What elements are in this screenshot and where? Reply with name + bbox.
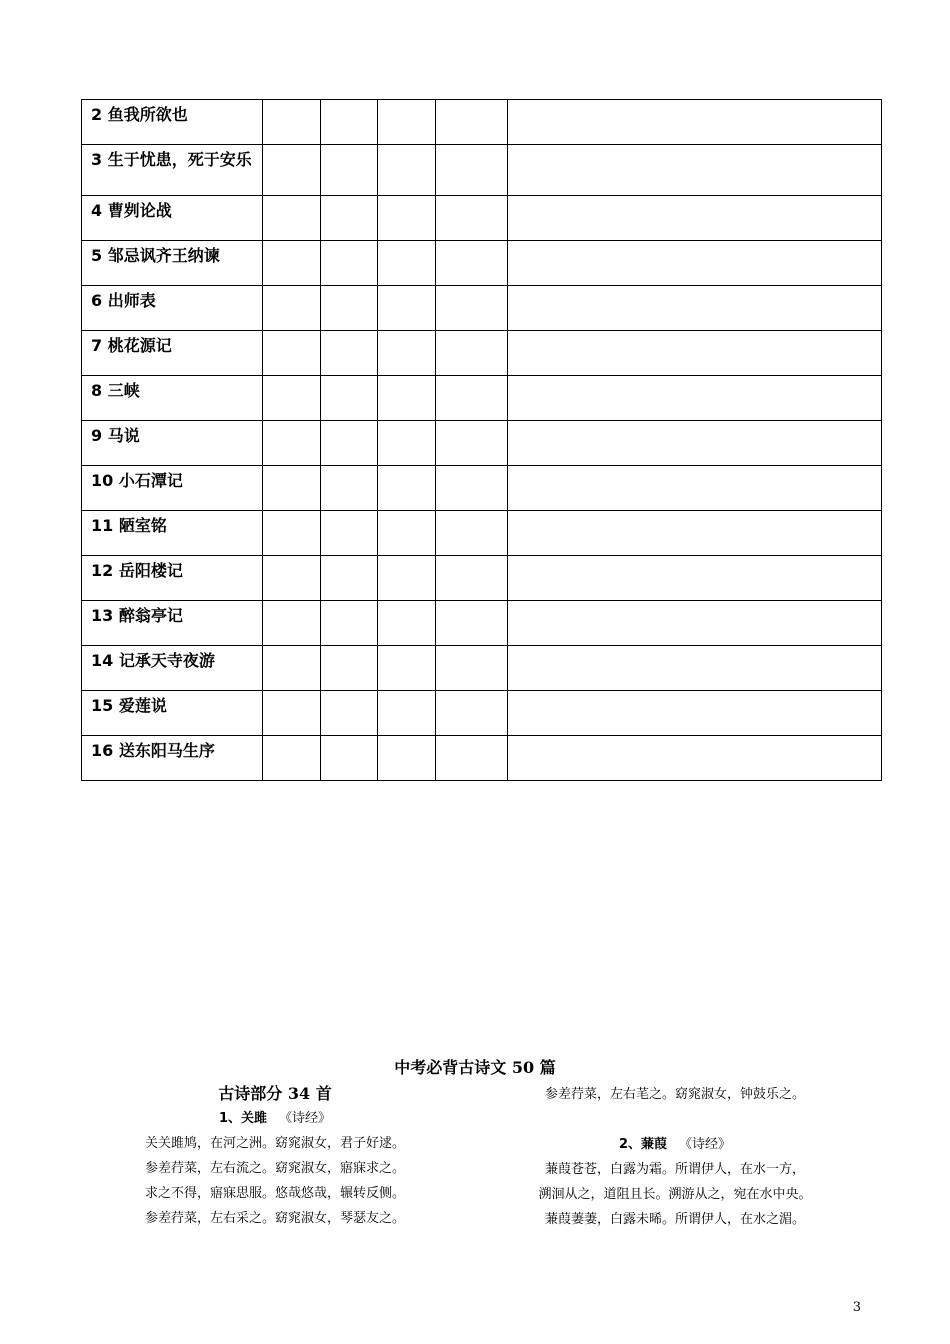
empty-cell [436, 100, 508, 145]
text-title-cell: 11 陋室铭 [82, 511, 263, 556]
poem-line: 蒹葭萋萋，白露未晞。所谓伊人，在水之湄。 [544, 1212, 805, 1227]
poem-title: 2、蒹葭 [618, 1137, 668, 1152]
empty-cell [263, 736, 321, 781]
empty-cell [436, 241, 508, 286]
empty-cell [508, 556, 882, 601]
text-title-cell: 10 小石潭记 [82, 466, 263, 511]
table-row [82, 691, 882, 736]
empty-cell [378, 511, 436, 556]
empty-cell [378, 736, 436, 781]
empty-cell [508, 331, 882, 376]
empty-cell [508, 691, 882, 736]
table-row [82, 100, 882, 145]
text-title-cell: 15 爱莲说 [82, 691, 263, 736]
empty-cell [436, 556, 508, 601]
table-row [82, 286, 882, 331]
empty-cell [436, 286, 508, 331]
section-title: 古诗部分 34 首 [218, 1084, 332, 1103]
recitation-table [81, 99, 882, 781]
text-title-cell: 6 出师表 [82, 286, 263, 331]
poem-line: 参差荇菜，左右流之。窈窕淑女，寤寐求之。 [144, 1161, 405, 1176]
empty-cell [263, 601, 321, 646]
empty-cell [508, 421, 882, 466]
poem-author: 《诗经》 [679, 1137, 732, 1152]
table-row [82, 601, 882, 646]
empty-cell [321, 601, 378, 646]
poem-line: 参差荇菜，左右芼之。窈窕淑女，钟鼓乐之。 [544, 1087, 805, 1102]
empty-cell [321, 100, 378, 145]
poem-line: 蒹葭苍苍，白露为霜。所谓伊人，在水一方， [544, 1162, 805, 1177]
text-title-cell: 14 记承天寺夜游 [82, 646, 263, 691]
table-row [82, 196, 882, 241]
empty-cell [436, 331, 508, 376]
text-title-cell: 12 岳阳楼记 [82, 556, 263, 601]
table-row [82, 145, 882, 196]
empty-cell [378, 100, 436, 145]
empty-cell [378, 376, 436, 421]
table-row [82, 736, 882, 781]
empty-cell [321, 736, 378, 781]
empty-cell [436, 511, 508, 556]
empty-cell [263, 331, 321, 376]
empty-cell [321, 286, 378, 331]
empty-cell [378, 466, 436, 511]
empty-cell [378, 145, 436, 196]
empty-cell [508, 145, 882, 196]
empty-cell [321, 145, 378, 196]
empty-cell [436, 601, 508, 646]
text-title-cell: 13 醉翁亭记 [82, 601, 263, 646]
empty-cell [321, 646, 378, 691]
empty-cell [263, 511, 321, 556]
empty-cell [378, 241, 436, 286]
poem-line: 参差荇菜，左右采之。窈窕淑女，琴瑟友之。 [144, 1211, 405, 1226]
empty-cell [263, 691, 321, 736]
empty-cell [378, 196, 436, 241]
empty-cell [321, 196, 378, 241]
empty-cell [436, 196, 508, 241]
empty-cell [508, 376, 882, 421]
empty-cell [263, 286, 321, 331]
empty-cell [263, 376, 321, 421]
text-title-cell: 8 三峡 [82, 376, 263, 421]
empty-cell [508, 466, 882, 511]
empty-cell [321, 241, 378, 286]
empty-cell [263, 421, 321, 466]
empty-cell [436, 376, 508, 421]
empty-cell [508, 100, 882, 145]
empty-cell [321, 331, 378, 376]
empty-cell [436, 691, 508, 736]
empty-cell [508, 511, 882, 556]
empty-cell [378, 691, 436, 736]
empty-cell [508, 601, 882, 646]
empty-cell [263, 646, 321, 691]
poem-line: 求之不得，寤寐思服。悠哉悠哉，辗转反侧。 [144, 1186, 405, 1201]
empty-cell [321, 421, 378, 466]
text-title-cell: 5 邹忌讽齐王纳谏 [82, 241, 263, 286]
empty-cell [321, 691, 378, 736]
empty-cell [378, 421, 436, 466]
poem-line: 溯洄从之，道阻且长。溯游从之，宛在水中央。 [538, 1187, 812, 1202]
table-row [82, 331, 882, 376]
document-title: 中考必背古诗文 50 篇 [394, 1058, 556, 1077]
empty-cell [321, 376, 378, 421]
table-row [82, 646, 882, 691]
text-title-cell: 7 桃花源记 [82, 331, 263, 376]
poem-line: 关关雎鸠，在河之洲。窈窕淑女，君子好逑。 [144, 1136, 405, 1151]
empty-cell [378, 601, 436, 646]
poem-author: 《诗经》 [279, 1111, 332, 1126]
empty-cell [436, 736, 508, 781]
empty-cell [263, 241, 321, 286]
empty-cell [321, 556, 378, 601]
text-title-cell: 16 送东阳马生序 [82, 736, 263, 781]
page-number: 3 [852, 1300, 861, 1315]
right-column [475, 1082, 875, 1232]
empty-cell [263, 196, 321, 241]
text-title-cell: 2 鱼我所欲也 [82, 100, 263, 145]
empty-cell [508, 196, 882, 241]
empty-cell [508, 286, 882, 331]
empty-cell [263, 556, 321, 601]
empty-cell [378, 556, 436, 601]
spacer [475, 1107, 875, 1132]
poem-heading [75, 1106, 475, 1131]
poem-heading [475, 1132, 875, 1157]
empty-cell [436, 646, 508, 691]
left-column [75, 1082, 475, 1231]
table-row [82, 511, 882, 556]
empty-cell [508, 241, 882, 286]
empty-cell [378, 331, 436, 376]
empty-cell [436, 145, 508, 196]
empty-cell [378, 286, 436, 331]
table-row [82, 241, 882, 286]
text-title-cell: 4 曹刿论战 [82, 196, 263, 241]
text-title-cell: 3 生于忧患，死于安乐 [82, 145, 263, 196]
empty-cell [508, 646, 882, 691]
empty-cell [321, 466, 378, 511]
empty-cell [321, 511, 378, 556]
empty-cell [263, 100, 321, 145]
table-row [82, 556, 882, 601]
text-title-cell: 9 马说 [82, 421, 263, 466]
empty-cell [263, 466, 321, 511]
empty-cell [508, 736, 882, 781]
empty-cell [263, 145, 321, 196]
empty-cell [378, 646, 436, 691]
table-row [82, 466, 882, 511]
empty-cell [436, 466, 508, 511]
table-row [82, 376, 882, 421]
poem-title: 1、关雎 [218, 1111, 268, 1126]
empty-cell [436, 421, 508, 466]
table-row [82, 421, 882, 466]
